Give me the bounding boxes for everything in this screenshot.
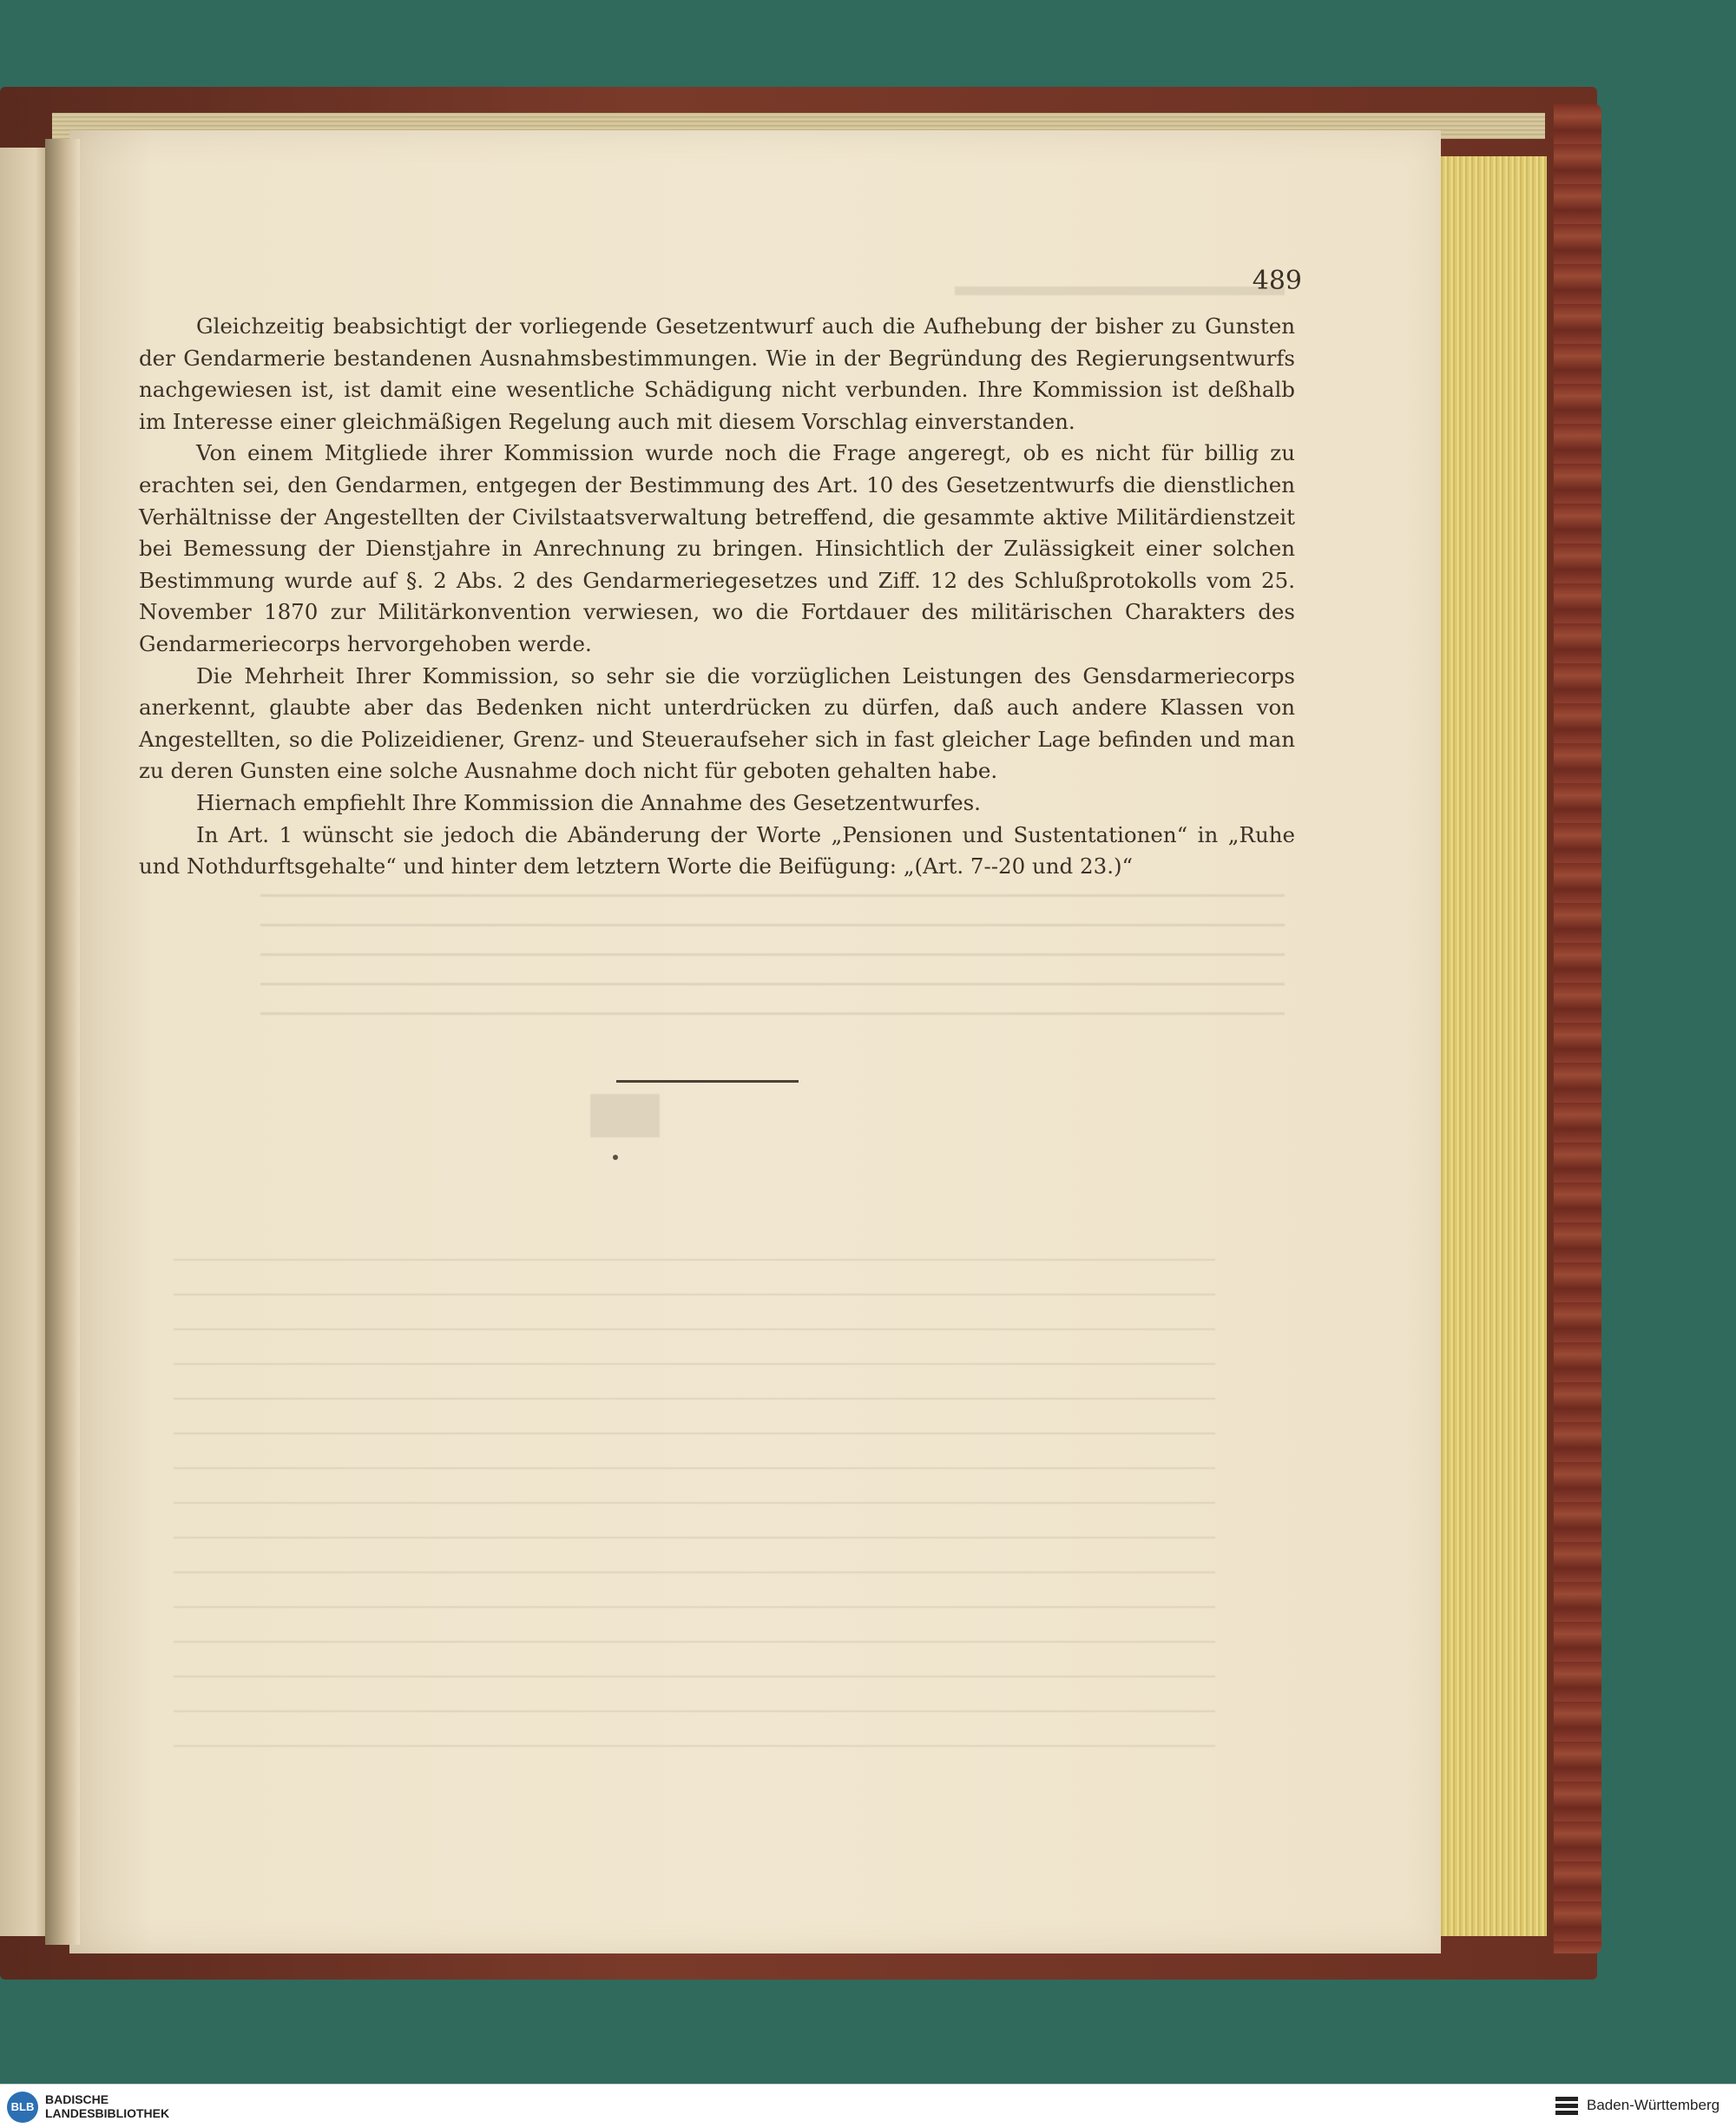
state-label[interactable]: Baden-Württemberg	[1587, 2097, 1720, 2113]
library-name-line2: LANDESBIBLIOTHEK	[45, 2106, 170, 2120]
ink-speck	[613, 1155, 618, 1160]
library-name[interactable]	[45, 2092, 169, 2120]
section-divider	[616, 1080, 799, 1083]
baden-wuerttemberg-lions-icon[interactable]	[1554, 2093, 1580, 2119]
show-through-decoration	[590, 1094, 660, 1137]
spine-shadow	[45, 139, 80, 1945]
paragraph: Gleichzeitig beabsichtigt der vorliegende Gesetzentwurf auch die Aufhebung der bisher zu Gunsten der Gendarmerie bestandenen Ausnahmsbestimmungen. Wie in der Begründung des Regierungsentwurfs nachgewiesen ist, ist damit eine wesentliche Schädigung nicht verbunden. Ihre Kommission ist deßhalb im Interesse einer gleichmäßigen Regelung auch mit diesem Vorschlag einverstanden.	[139, 313, 1295, 434]
paragraph: Von einem Mitgliede ihrer Kommission wurde noch die Frage angeregt, ob es nicht für billig zu erachten sei, den Gendarmen, entgegen der Bestimmung des Art. 10 des Gesetzentwurfs die dienstlichen Verhältnisse der Angestellten der Civilstaatsverwaltung betreffend, die gesammte aktive Militärdienstzeit bei Bemessung der Dienstjahre in Anrechnung zu bringen. Hinsichtlich der Zulässigkeit einer solchen Bestimmung wurde auf §. 2 Abs. 2 des Gendarmeriegesetzes und Ziff. 12 des Schlußprotokolls vom 25. November 1870 zur Militärkonvention verwiesen, wo die Fortdauer des militärischen Charakters des Gendarmeriecorps hervorgehoben werde.	[139, 440, 1295, 656]
footer-bar	[0, 2084, 1736, 2128]
paragraph: In Art. 1 wünscht sie jedoch die Abänderung der Worte „Pensionen und Sustentationen“ in „Ruhe und Nothdurftsgehalte“ und hinter dem letztern Worte die Beifügung: „(Art. 7--20 und 23.)“	[139, 821, 1295, 880]
blb-logo-icon[interactable]: BLB	[7, 2092, 38, 2123]
gilt-page-edges	[1424, 156, 1547, 1936]
library-name-line1: BADISCHE	[45, 2092, 109, 2106]
paragraph: Die Mehrheit Ihrer Kommission, so sehr sie die vorzüglichen Leistungen des Gensdarmeriecorps anerkennt, glaubte aber das Bedenken nicht unterdrücken zu dürfen, daß auch andere Klassen von Angestellten, so die Polizeidiener, Grenz- und Steueraufseher sich in fast gleicher Lage befinden und man zu deren Gunsten eine solche Ausnahme doch nicht für geboten gehalten habe.	[139, 662, 1295, 784]
show-through-decoration	[174, 1259, 1215, 1780]
left-page-sliver	[0, 148, 50, 1936]
body-text	[139, 311, 1295, 883]
paragraph: Hiernach empfiehlt Ihre Kommission die Annahme des Gesetzentwurfes.	[196, 789, 981, 815]
show-through-decoration	[260, 894, 1285, 1016]
book-cover-edge	[1554, 104, 1601, 1953]
page-number: 489	[1252, 266, 1302, 296]
